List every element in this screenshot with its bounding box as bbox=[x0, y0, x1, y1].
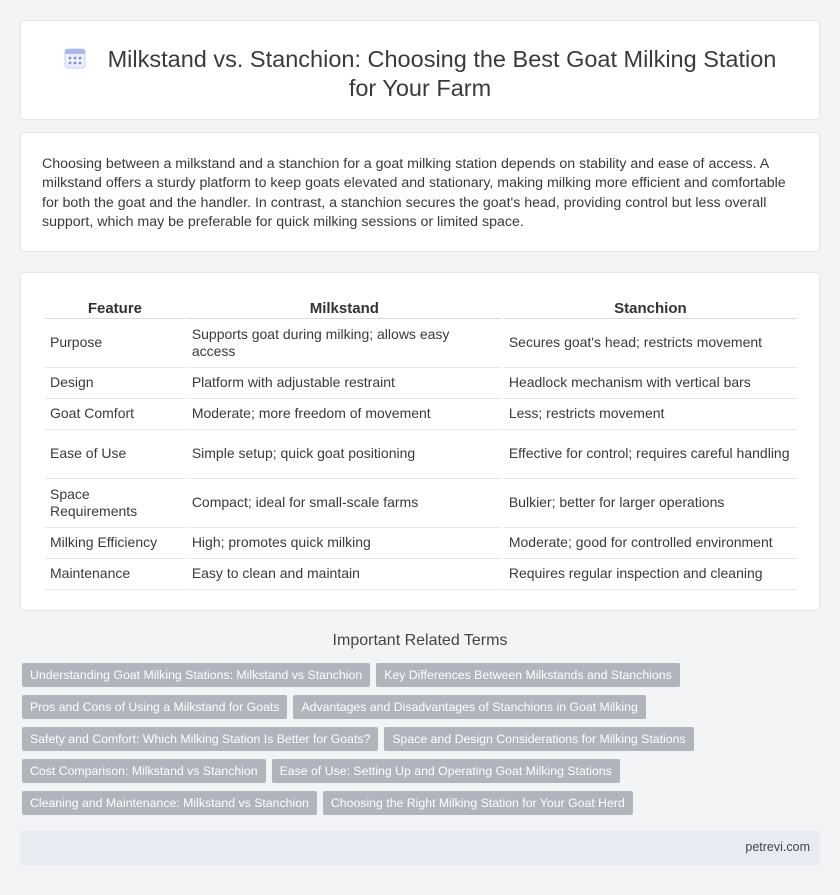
page-title bbox=[21, 45, 819, 103]
table-cell-stanchion: Requires regular inspection and cleaning bbox=[504, 559, 797, 590]
table-cell-milkstand: Moderate; more freedom of movement bbox=[187, 399, 502, 430]
calendar-grid-icon bbox=[64, 47, 86, 69]
table-row bbox=[45, 430, 797, 479]
table-row bbox=[45, 399, 797, 430]
related-term-tag[interactable]: Cleaning and Maintenance: Milkstand vs Stanchion bbox=[22, 791, 317, 815]
table-row bbox=[45, 528, 797, 559]
table-cell-stanchion: Less; restricts movement bbox=[504, 399, 797, 430]
table-cell-feature: Ease of Use bbox=[45, 430, 185, 479]
related-terms-title: Important Related Terms bbox=[332, 632, 508, 649]
title-card bbox=[20, 20, 820, 120]
related-term-tag[interactable]: Pros and Cons of Using a Milkstand for Goats bbox=[22, 695, 287, 719]
related-term-tag[interactable]: Advantages and Disadvantages of Stanchions in Goat Milking bbox=[293, 695, 645, 719]
table-header-row bbox=[45, 297, 797, 319]
table-cell-feature: Space Requirements bbox=[45, 479, 185, 528]
footer bbox=[20, 831, 820, 865]
table-cell-milkstand: Supports goat during milking; allows easy access bbox=[187, 319, 502, 368]
intro-paragraph: Choosing between a milkstand and a stanchion for a goat milking station depends on stability and ease of access. A milkstand offers a sturdy platform to keep goats elevated and stationary, making milking more efficient and comfortable for both the goat and the handler. In contrast, a stanchion secures the goat's head, providing control but less overall support, which may be preferable for quick milking sessions or limited space. bbox=[42, 156, 786, 230]
table-row bbox=[45, 368, 797, 399]
table-cell-stanchion: Headlock mechanism with vertical bars bbox=[504, 368, 797, 399]
table-cell-stanchion: Moderate; good for controlled environment bbox=[504, 528, 797, 559]
related-term-tag[interactable]: Ease of Use: Setting Up and Operating Goat Milking Stations bbox=[272, 759, 620, 783]
related-term-tag[interactable]: Choosing the Right Milking Station for Your Goat Herd bbox=[323, 791, 633, 815]
table-row bbox=[45, 319, 797, 368]
table-cell-milkstand: Easy to clean and maintain bbox=[187, 559, 502, 590]
table-cell-stanchion: Effective for control; requires careful handling bbox=[504, 430, 797, 479]
table-row bbox=[45, 479, 797, 528]
table-cell-milkstand: Simple setup; quick goat positioning bbox=[187, 430, 502, 479]
related-term-tag[interactable]: Cost Comparison: Milkstand vs Stanchion bbox=[22, 759, 266, 783]
table-cell-milkstand: High; promotes quick milking bbox=[187, 528, 502, 559]
related-term-tag[interactable]: Safety and Comfort: Which Milking Station Is Better for Goats? bbox=[22, 727, 378, 751]
table-cell-feature: Maintenance bbox=[45, 559, 185, 590]
table-cell-feature: Milking Efficiency bbox=[45, 528, 185, 559]
table-cell-feature: Purpose bbox=[45, 319, 185, 368]
related-term-tag[interactable]: Space and Design Considerations for Milking Stations bbox=[384, 727, 693, 751]
comparison-table-card bbox=[20, 272, 820, 611]
header-milkstand: Milkstand bbox=[187, 297, 502, 319]
table-cell-stanchion: Bulkier; better for larger operations bbox=[504, 479, 797, 528]
related-term-tag[interactable]: Understanding Goat Milking Stations: Milkstand vs Stanchion bbox=[22, 663, 370, 687]
related-term-tag[interactable]: Key Differences Between Milkstands and Stanchions bbox=[376, 663, 680, 687]
related-terms-list bbox=[22, 663, 822, 823]
table-cell-stanchion: Secures goat's head; restricts movement bbox=[504, 319, 797, 368]
footer-site-link[interactable]: petrevi.com bbox=[745, 840, 810, 854]
header-stanchion: Stanchion bbox=[504, 297, 797, 319]
comparison-table bbox=[43, 297, 799, 590]
table-cell-milkstand: Compact; ideal for small-scale farms bbox=[187, 479, 502, 528]
header-feature: Feature bbox=[45, 297, 185, 319]
intro-card bbox=[20, 132, 820, 252]
table-row bbox=[45, 559, 797, 590]
table-cell-feature: Design bbox=[45, 368, 185, 399]
table-cell-feature: Goat Comfort bbox=[45, 399, 185, 430]
page-title-text: Milkstand vs. Stanchion: Choosing the Best Goat Milking Station for Your Farm bbox=[107, 46, 777, 101]
table-cell-milkstand: Platform with adjustable restraint bbox=[187, 368, 502, 399]
